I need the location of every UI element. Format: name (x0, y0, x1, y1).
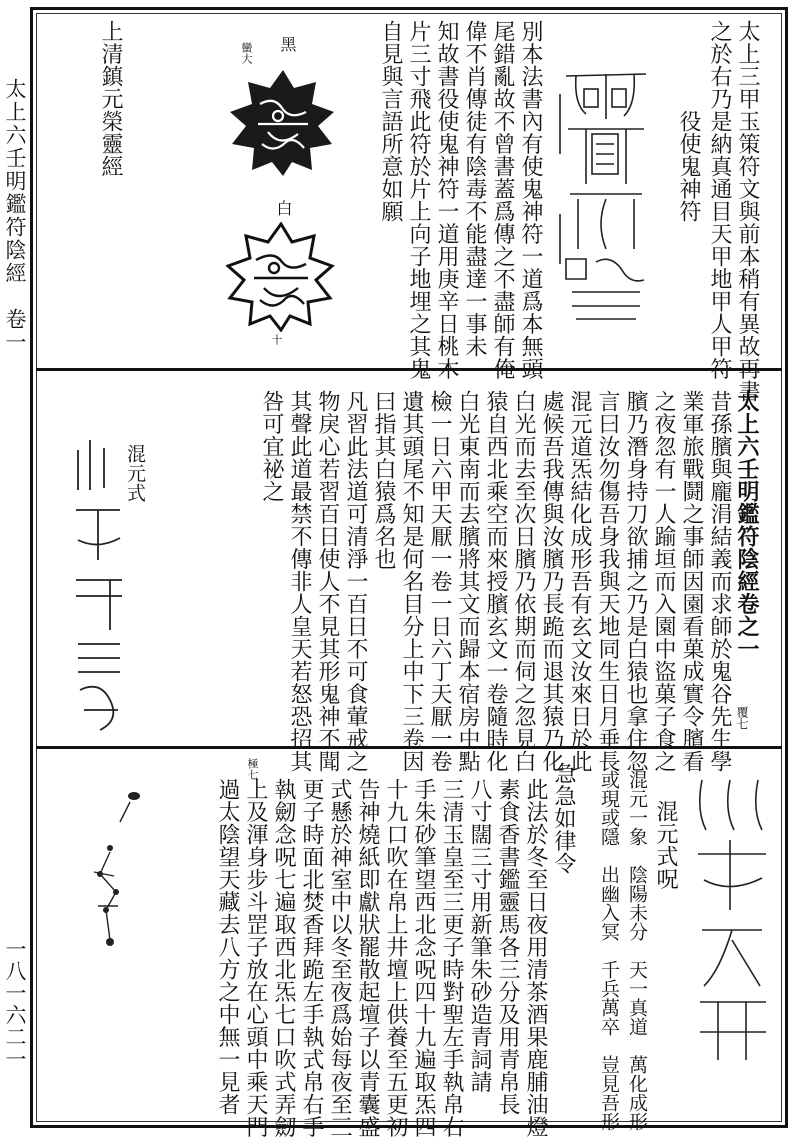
label-small1: 蠻大 (240, 42, 253, 64)
s1-col6: 偉不肖傳徒有陰毒不能盡達一事未 (462, 20, 487, 358)
page-number-margin: 一八一六二一 (3, 938, 27, 1070)
s3-small-label: 極七 (246, 758, 259, 780)
s2-col17: 其聲此道最禁不傳非人皇天若怒恐招其 (287, 390, 312, 773)
s3-col9: 手朱砂筆望西北念呪四十九遍取炁四 (411, 778, 436, 1138)
s1-col3: 役使鬼神符 (676, 110, 701, 223)
black-seal-talisman (228, 68, 338, 178)
s1-col9: 自見與言語所意如願 (378, 20, 403, 223)
s2-col3: 業軍旅戰鬪之事師因園看菓成實令臏看 (679, 390, 704, 773)
label-white: 白 (274, 200, 293, 216)
step-diagram-figure (70, 782, 150, 962)
s3-col16: 過太陰望天藏去八方之中無一見者 (215, 778, 240, 1116)
s1-col8: 片三寸飛此符於片上向子地埋之其鬼 (406, 20, 431, 380)
s3-col6: 素食香書鑑靈馬各三分及用青帛長 (495, 778, 520, 1116)
s1-col7: 知故書役使鬼神符一道用庚辛日桃木 (434, 20, 459, 380)
s1-col4: 別本法書內有使鬼神符一道爲本無頭 (518, 20, 543, 380)
s2-col6: 言曰汝勿傷吾身我與天地同生日月垂長 (595, 390, 620, 773)
s2-col9: 白光而去至次日臏乃依期而伺之忽見白 (511, 390, 536, 773)
s3-col13: 更子時面北焚香拜跪左手執式帛右手 (299, 778, 324, 1138)
s2-col7: 混元道炁結化成形吾有玄文汝來日於此 (567, 390, 592, 773)
s2-col13: 遺其頭尾不知是何名目分上中下三卷因 (399, 390, 424, 773)
s2-col12: 檢一日六甲天厭一卷一日六丁天厭一卷 (427, 390, 452, 773)
s2-col14: 曰指其白猿爲名也 (371, 390, 396, 570)
s2-col18: 咎可宜祕之 (259, 390, 284, 503)
s1-col2: 之於右乃是納真通目天甲地甲人甲符 (707, 20, 732, 380)
s2-col15: 凡習此法道可清淨一百日不可食葷戒之 (343, 390, 368, 773)
s2-col11: 白光東南而去臏將其文而歸本宿房中點 (455, 390, 480, 773)
jiu-kai-script-figure (690, 770, 774, 1070)
s3-col12: 式懸於神室中以冬至夜爲始每夜至三 (327, 778, 352, 1138)
s2-note: 覆七 (735, 706, 749, 730)
s3-col11: 告神燒紙即獻狀罷散起壇子以青囊盛 (355, 778, 380, 1138)
s3-col2: 混元一象 陰陽未分 天一真道 萬化成形 (626, 770, 648, 1131)
s2-col5: 臏乃潛身持刀欲捕之乃是白猿也拿住忽 (623, 390, 648, 773)
s3-col3: 或現或隱 出幽入冥 千兵萬卒 豈見吾形 (598, 770, 620, 1131)
s2-col8: 處候吾我傳與汝臏乃長跪而退其猿乃化 (539, 390, 564, 773)
s1-col5: 尾錯亂故不曾書蓋爲傳之不盡師有俺 (490, 20, 515, 380)
s3-col7: 八寸闊三寸用新筆朱砂造青詞請 (467, 778, 492, 1093)
talisman-script-figure (556, 34, 656, 334)
s2-col4: 之夜忽有一人踰垣而入園中盜菓子食之 (651, 390, 676, 773)
book-title-margin: 太上六壬明鑑符陰經 卷一 (3, 78, 27, 354)
s1-col1: 太上三甲玉策符文與前本稍有異故再書 (735, 20, 760, 403)
s3-col15: 上及渾身步斗罡子放在心頭中乘天門 (243, 778, 268, 1138)
hunyuan-script-figure (70, 430, 130, 740)
label-small2: 十 (270, 334, 283, 345)
white-seal-talisman (226, 222, 336, 332)
s1-col10: 上清鎮元榮靈經 (98, 20, 123, 178)
s3-col5: 此法於冬至日夜用清茶酒果鹿脯油燈 (523, 778, 548, 1138)
s2-col10: 猿自西北乘空而來授臏玄文一卷隨時化 (483, 390, 508, 773)
s3-col14: 執劒念呪七遍取西北炁七口吹式弄劒 (271, 778, 296, 1138)
s3-col1: 混元式呪 (653, 800, 678, 890)
s3-col8: 三清玉皇至三更子時對聖左手執帛右 (439, 778, 464, 1138)
s3-col4: 急急如律令 (551, 762, 576, 875)
s2-label: 混元式 (124, 444, 146, 503)
s2-col2: 昔孫臏與龐涓結義而求師於鬼谷先生學 (707, 390, 732, 773)
s2-title: 太上六壬明鑑符陰經卷之一 (734, 390, 760, 660)
s3-col10: 十九口吹在帛上井壇上供養至五更初 (383, 778, 408, 1138)
s2-col16: 物戾心若習百日使人不見其形鬼神不聞 (315, 390, 340, 773)
label-black: 黑 (278, 36, 297, 52)
